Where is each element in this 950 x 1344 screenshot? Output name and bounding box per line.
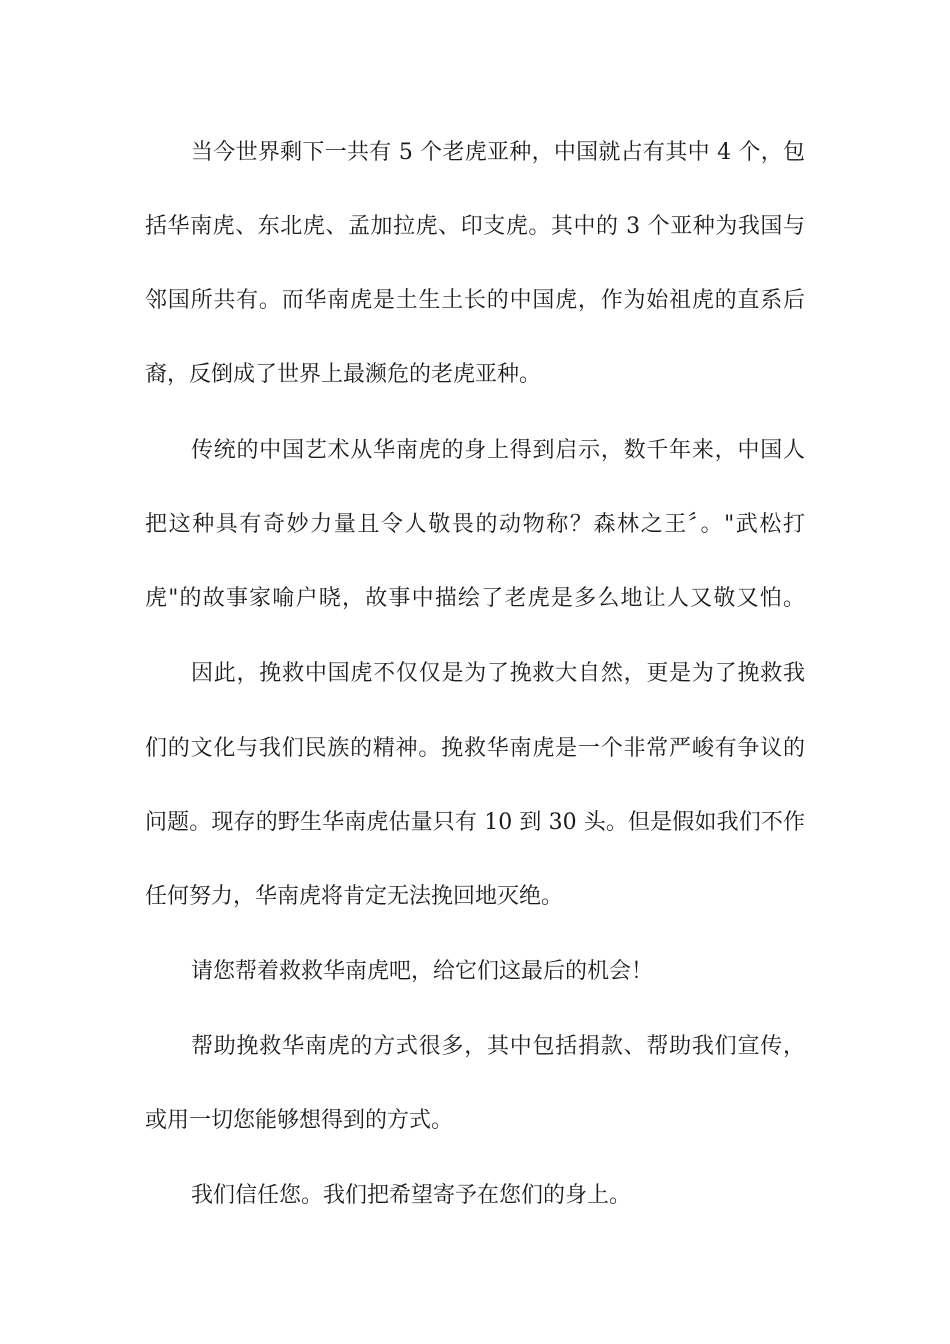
paragraph-2-line-2: 把这种具有奇妙力量且令人敬畏的动物称？森林之王〞。"武松打: [145, 512, 805, 537]
paragraph-3-line-2: 们的文化与我们民族的精神。挽救华南虎是一个非常严峻有争议的: [145, 736, 805, 761]
paragraph-6-line-1: 我们信任您。我们把希望寄予在您们的身上。: [191, 1183, 632, 1208]
paragraph-2-line-1: 传统的中国艺术从华南虎的身上得到启示，数千年来，中国人: [191, 438, 805, 463]
paragraph-1-line-2: 括华南虎、东北虎、孟加拉虎、印支虎。其中的 3 个亚种为我国与: [145, 214, 805, 239]
paragraph-4-line-1: 请您帮着救救华南虎吧，给它们这最后的机会！: [191, 959, 654, 984]
paragraph-5-line-2: 或用一切您能够想得到的方式。: [145, 1108, 454, 1133]
paragraph-1-line-3: 邻国所共有。而华南虎是土生土长的中国虎，作为始祖虎的直系后: [145, 288, 805, 313]
paragraph-3-line-1: 因此，挽救中国虎不仅仅是为了挽救大自然，更是为了挽救我: [191, 661, 805, 686]
paragraph-3-line-4: 任何努力，华南虎将肯定无法挽回地灭绝。: [145, 884, 564, 909]
paragraph-5-line-1: 帮助挽救华南虎的方式很多，其中包括捐款、帮助我们宣传，: [191, 1034, 805, 1059]
paragraph-3-line-3: 问题。现存的野生华南虎估量只有 10 到 30 头。但是假如我们不作: [145, 810, 805, 835]
paragraph-2-line-3: 虎"的故事家喻户晓，故事中描绘了老虎是多么地让人又敬又怕。: [145, 586, 805, 611]
paragraph-1-line-1: 当今世界剩下一共有 5 个老虎亚种，中国就占有其中 4 个，包: [191, 140, 805, 165]
paragraph-1-line-4: 裔，反倒成了世界上最濒危的老虎亚种。: [145, 362, 542, 387]
